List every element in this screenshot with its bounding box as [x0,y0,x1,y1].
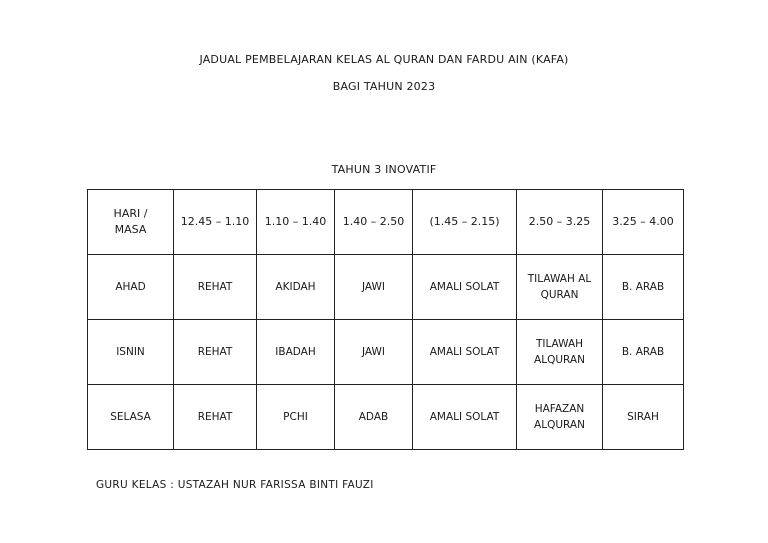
day-cell: SELASA [88,385,174,450]
subject-line1: AMALI SOLAT [429,411,500,423]
header-slot-2: 1.10 – 1.40 [257,190,335,255]
subject-line1: IBADAH [275,346,316,358]
subject-line1: HAFAZAN [534,403,585,415]
subject-cell [517,385,603,450]
header-slot-4: (1.45 – 2.15) [413,190,517,255]
subject-cell [174,385,257,450]
subject-line1: AMALI SOLAT [429,281,500,293]
document-title: JADUAL PEMBELAJARAN KELAS AL QURAN DAN FARDU AIN (KAFA) [199,53,569,66]
subject-cell [603,255,684,320]
subject-cell [517,320,603,385]
class-teacher: GURU KELAS : USTAZAH NUR FARISSA BINTI FAUZI [96,479,374,491]
subject-cell [335,255,413,320]
subject-line1: REHAT [197,346,233,358]
class-name: TAHUN 3 INOVATIF [331,163,437,176]
header-slot-5: 2.50 – 3.25 [517,190,603,255]
header-slot-3: 1.40 – 2.50 [335,190,413,255]
subject-cell [257,320,335,385]
subject-cell [413,385,517,450]
subject-line1: B. ARAB [621,281,665,293]
document-subtitle: BAGI TAHUN 2023 [332,80,436,93]
subject-line1: TILAWAH AL [527,273,592,285]
subject-cell [335,320,413,385]
subject-cell [335,385,413,450]
header-corner-line1: HARI / [113,207,148,220]
day-cell: AHAD [88,255,174,320]
subject-line1: AKIDAH [275,281,316,293]
table-row [88,255,684,320]
subject-cell [174,255,257,320]
header-slot-1: 12.45 – 1.10 [174,190,257,255]
subject-cell [603,385,684,450]
subject-cell [257,385,335,450]
subject-line1: B. ARAB [621,346,665,358]
schedule-table [87,189,684,450]
subject-line1: ADAB [358,411,389,423]
header-corner-line2: MASA [114,223,147,236]
subject-line1: REHAT [197,281,233,293]
subject-line2: ALQURAN [534,419,585,431]
subject-line1: SIRAH [627,411,659,423]
header-slot-6: 3.25 – 4.00 [603,190,684,255]
header-row [88,190,684,255]
subject-line1: PCHI [283,411,308,423]
table-row [88,320,684,385]
subject-line1: REHAT [197,411,233,423]
table-row [88,385,684,450]
subject-line2: ALQURAN [534,354,585,366]
subject-line1: TILAWAH [535,338,584,350]
subject-cell [257,255,335,320]
day-cell: ISNIN [88,320,174,385]
header-day-time [88,190,174,255]
subject-cell [174,320,257,385]
subject-line1: AMALI SOLAT [429,346,500,358]
subject-cell [413,320,517,385]
subject-cell [517,255,603,320]
subject-line1: JAWI [362,346,385,358]
subject-cell [413,255,517,320]
subject-line1: JAWI [362,281,385,293]
subject-cell [603,320,684,385]
subject-line2: QURAN [540,289,579,301]
